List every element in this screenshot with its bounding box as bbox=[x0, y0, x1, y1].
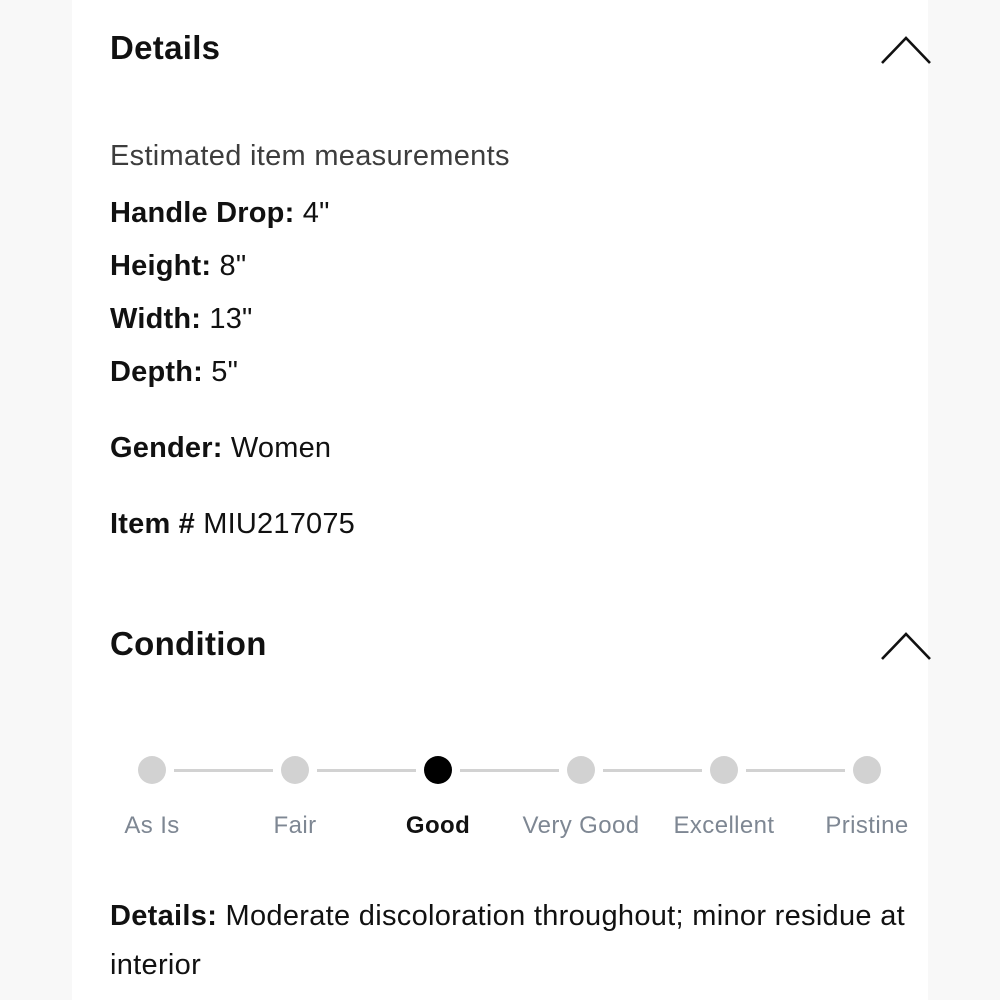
measurement-label: Width: bbox=[110, 303, 202, 335]
condition-scale bbox=[72, 740, 928, 860]
condition-track bbox=[746, 769, 845, 772]
condition-dot-fair bbox=[281, 756, 309, 784]
condition-dot-good bbox=[424, 756, 452, 784]
details-section-header[interactable] bbox=[110, 18, 930, 78]
measurements-subheading: Estimated item measurements bbox=[110, 140, 510, 172]
condition-label-good: Good bbox=[405, 812, 471, 839]
condition-dot-very-good bbox=[567, 756, 595, 784]
condition-dot-as-is bbox=[138, 756, 166, 784]
measurement-value: 5" bbox=[211, 356, 239, 388]
measurement-value: 4" bbox=[302, 197, 330, 229]
item-number-row bbox=[110, 504, 355, 544]
measurement-value: 13" bbox=[209, 303, 253, 335]
measurement-value: 8" bbox=[219, 250, 247, 282]
condition-track bbox=[317, 769, 416, 772]
condition-title: Condition bbox=[110, 625, 267, 662]
condition-details-label: Details: bbox=[110, 900, 218, 932]
condition-label-as-is: As Is bbox=[124, 812, 180, 839]
item-number-label: Item # bbox=[110, 508, 196, 540]
measurement-label: Handle Drop: bbox=[110, 197, 295, 229]
condition-label-excellent: Excellent bbox=[673, 812, 775, 839]
measurement-depth bbox=[110, 352, 238, 392]
measurement-width bbox=[110, 299, 253, 339]
condition-details-text: Moderate discoloration throughout; minor residue at interior bbox=[110, 900, 905, 981]
condition-dot-pristine bbox=[853, 756, 881, 784]
measurement-label: Height: bbox=[110, 250, 212, 282]
condition-label-fair: Fair bbox=[273, 812, 317, 839]
condition-label-pristine: Pristine bbox=[825, 812, 909, 839]
measurement-handle-drop bbox=[110, 193, 330, 233]
condition-label-very-good: Very Good bbox=[522, 812, 640, 839]
gender-value: Women bbox=[230, 432, 332, 464]
condition-track bbox=[174, 769, 273, 772]
measurement-height bbox=[110, 246, 246, 286]
product-info-panel bbox=[72, 0, 928, 1000]
condition-details bbox=[110, 892, 920, 990]
chevron-up-icon[interactable] bbox=[880, 626, 932, 666]
condition-dot-excellent bbox=[710, 756, 738, 784]
condition-track bbox=[603, 769, 702, 772]
item-number-value: MIU217075 bbox=[203, 508, 356, 540]
condition-track bbox=[460, 769, 559, 772]
details-title: Details bbox=[110, 29, 221, 66]
gender-row bbox=[110, 428, 331, 468]
condition-section-header[interactable] bbox=[110, 614, 930, 674]
gender-label: Gender: bbox=[110, 432, 223, 464]
chevron-up-icon[interactable] bbox=[880, 30, 932, 70]
measurement-label: Depth: bbox=[110, 356, 204, 388]
